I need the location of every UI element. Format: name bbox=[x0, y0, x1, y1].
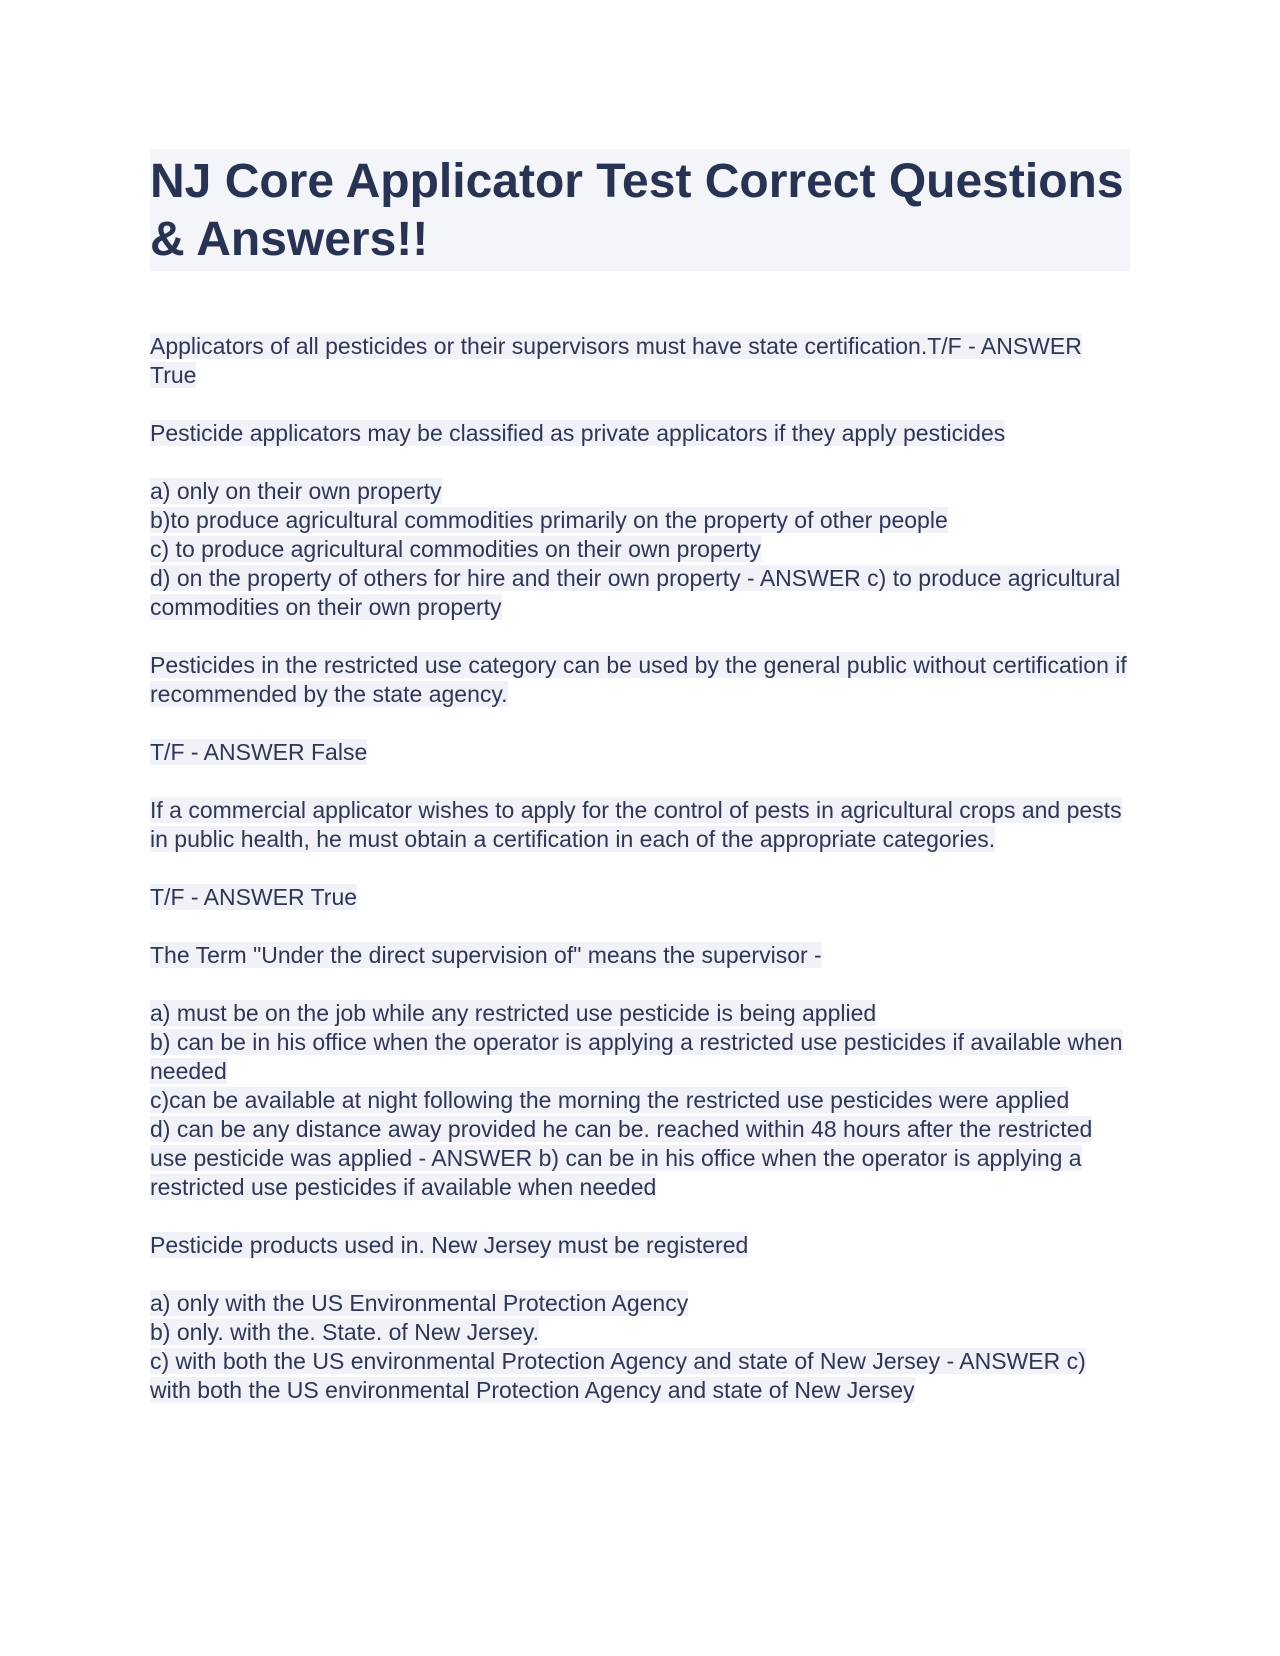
text-line: Applicators of all pesticides or their supervisors must have state certification.T/F - ANSWER True bbox=[150, 333, 1082, 388]
paragraph-q3 bbox=[150, 651, 1130, 709]
text-line: Pesticide applicators may be classified as private applicators if they apply pesticides bbox=[150, 420, 1006, 446]
document-page bbox=[150, 149, 1130, 1434]
option-d-answer: d) can be any distance away provided he can be. reached within 48 hours after the restricted use pesticide was applied - ANSWER b) can be in his office when the operator is applying a restricted use pesticides if available when needed bbox=[150, 1116, 1093, 1200]
paragraph-q2-options bbox=[150, 477, 1130, 622]
document-title: NJ Core Applicator Test Correct Questions & Answers!! bbox=[150, 155, 1124, 266]
option-a: a) only with the US Environmental Protection Agency bbox=[150, 1290, 689, 1316]
paragraph-q5-options bbox=[150, 999, 1130, 1202]
paragraph-q3-answer bbox=[150, 738, 1130, 767]
answer-line: T/F - ANSWER True bbox=[150, 884, 358, 910]
paragraph-q2 bbox=[150, 419, 1130, 448]
text-line: Pesticide products used in. New Jersey must be registered bbox=[150, 1232, 749, 1258]
document-body bbox=[150, 332, 1130, 1405]
option-c-answer: c) with both the US environmental Protection Agency and state of New Jersey - ANSWER c) with both the US environmental Protection Agency and state of New Jersey bbox=[150, 1348, 1086, 1403]
option-b: b)to produce agricultural commodities primarily on the property of other people bbox=[150, 507, 948, 533]
option-a: a) must be on the job while any restricted use pesticide is being applied bbox=[150, 1000, 877, 1026]
option-a: a) only on their own property bbox=[150, 478, 442, 504]
paragraph-q6 bbox=[150, 1231, 1130, 1260]
option-d-answer: d) on the property of others for hire and their own property - ANSWER c) to produce agricultural commodities on their own property bbox=[150, 565, 1121, 620]
option-c: c)can be available at night following the morning the restricted use pesticides were applied bbox=[150, 1087, 1070, 1113]
paragraph-q6-options bbox=[150, 1289, 1130, 1405]
text-line: Pesticides in the restricted use category can be used by the general public without certification if recommended by the state agency. bbox=[150, 652, 1127, 707]
text-line: If a commercial applicator wishes to apply for the control of pests in agricultural crops and pests in public health, he must obtain a certification in each of the appropriate categories. bbox=[150, 797, 1122, 852]
document-title-block bbox=[150, 149, 1130, 271]
option-c: c) to produce agricultural commodities on their own property bbox=[150, 536, 762, 562]
paragraph-q4-answer bbox=[150, 883, 1130, 912]
answer-line: T/F - ANSWER False bbox=[150, 739, 368, 765]
paragraph-q1 bbox=[150, 332, 1130, 390]
paragraph-q5 bbox=[150, 941, 1130, 970]
paragraph-q4 bbox=[150, 796, 1130, 854]
option-b: b) can be in his office when the operator is applying a restricted use pesticides if available when needed bbox=[150, 1029, 1123, 1084]
text-line: The Term "Under the direct supervision of" means the supervisor - bbox=[150, 942, 822, 968]
option-b: b) only. with the. State. of New Jersey. bbox=[150, 1319, 540, 1345]
